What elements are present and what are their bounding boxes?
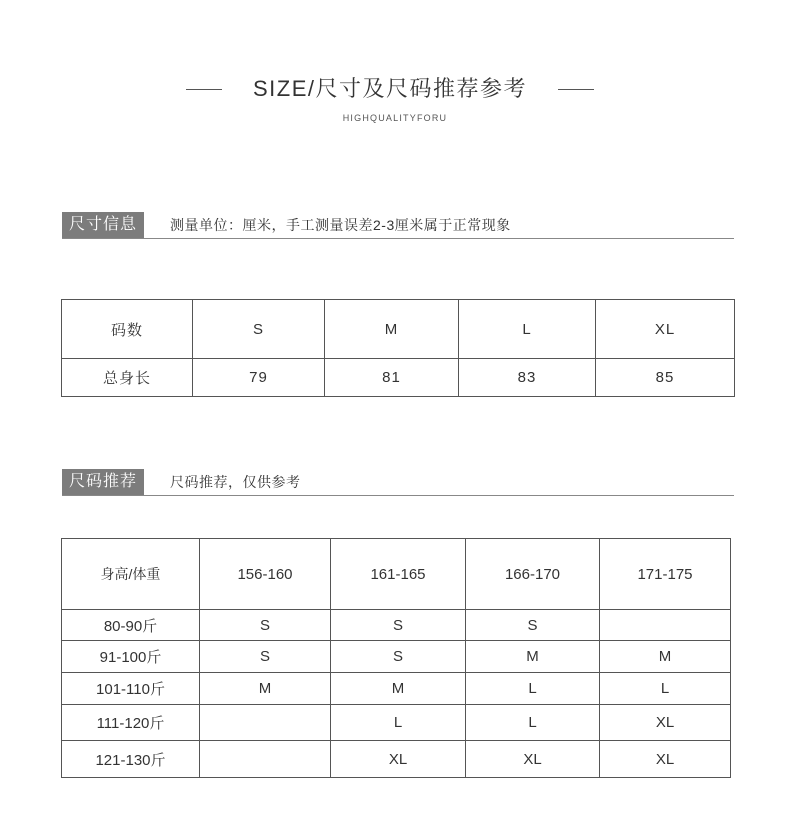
table-row bbox=[62, 673, 731, 705]
table-cell: M bbox=[600, 641, 731, 673]
table-cell: XL bbox=[600, 741, 731, 778]
table-cell: L bbox=[331, 705, 466, 741]
size-info-note: 测量单位：厘米，手工测量误差2-3厘米属于正常现象 bbox=[170, 217, 511, 233]
table-cell: XL bbox=[596, 300, 735, 359]
table-row bbox=[62, 705, 731, 741]
table-cell: M bbox=[325, 300, 459, 359]
title-right-rule bbox=[558, 89, 594, 90]
table-cell: M bbox=[331, 673, 466, 705]
size-info-tag: 尺寸信息 bbox=[62, 212, 144, 238]
table-cell: L bbox=[466, 673, 600, 705]
table-cell bbox=[200, 705, 331, 741]
table-cell: L bbox=[466, 705, 600, 741]
table-row bbox=[62, 359, 735, 397]
table-cell: 161-165 bbox=[331, 539, 466, 610]
table-cell: XL bbox=[466, 741, 600, 778]
table-cell: S bbox=[466, 610, 600, 641]
table-row bbox=[62, 641, 731, 673]
table-cell: M bbox=[200, 673, 331, 705]
size-recommend-header-row bbox=[62, 539, 731, 610]
table-cell: S bbox=[200, 610, 331, 641]
table-cell: L bbox=[459, 300, 596, 359]
table-cell: S bbox=[331, 641, 466, 673]
table-cell: S bbox=[200, 641, 331, 673]
table-cell: 总身长 bbox=[62, 359, 193, 397]
table-cell: 80-90斤 bbox=[62, 610, 200, 641]
table-cell: L bbox=[600, 673, 731, 705]
page-subtitle: HIGHQUALITYFORU bbox=[342, 113, 448, 123]
table-cell: 85 bbox=[596, 359, 735, 397]
table-cell: M bbox=[466, 641, 600, 673]
table-cell: 83 bbox=[459, 359, 596, 397]
table-row bbox=[62, 610, 731, 641]
table-cell: XL bbox=[331, 741, 466, 778]
table-cell: 101-110斤 bbox=[62, 673, 200, 705]
table-cell: S bbox=[193, 300, 325, 359]
size-info-section-header bbox=[62, 212, 734, 239]
table-cell: 166-170 bbox=[466, 539, 600, 610]
page-title-row bbox=[0, 74, 790, 104]
size-info-table bbox=[61, 299, 735, 397]
table-cell: 身高/体重 bbox=[62, 539, 200, 610]
table-cell: 79 bbox=[193, 359, 325, 397]
size-info-divider bbox=[62, 238, 734, 239]
size-recommend-tag: 尺码推荐 bbox=[62, 469, 144, 495]
size-recommend-note: 尺码推荐，仅供参考 bbox=[170, 474, 301, 490]
table-cell: XL bbox=[600, 705, 731, 741]
size-recommend-section-header bbox=[62, 469, 734, 496]
table-cell: 121-130斤 bbox=[62, 741, 200, 778]
size-recommend-table bbox=[61, 538, 731, 778]
table-cell bbox=[200, 741, 331, 778]
table-cell: 91-100斤 bbox=[62, 641, 200, 673]
table-cell: 156-160 bbox=[200, 539, 331, 610]
size-info-header-row bbox=[62, 300, 735, 359]
table-cell: 111-120斤 bbox=[62, 705, 200, 741]
page-title: SIZE/尺寸及尺码推荐参考 bbox=[252, 76, 527, 101]
table-cell: 码数 bbox=[62, 300, 193, 359]
table-cell: 171-175 bbox=[600, 539, 731, 610]
table-cell: 81 bbox=[325, 359, 459, 397]
table-cell bbox=[600, 610, 731, 641]
table-row bbox=[62, 741, 731, 778]
title-left-rule bbox=[186, 89, 222, 90]
size-recommend-divider bbox=[62, 495, 734, 496]
table-cell: S bbox=[331, 610, 466, 641]
